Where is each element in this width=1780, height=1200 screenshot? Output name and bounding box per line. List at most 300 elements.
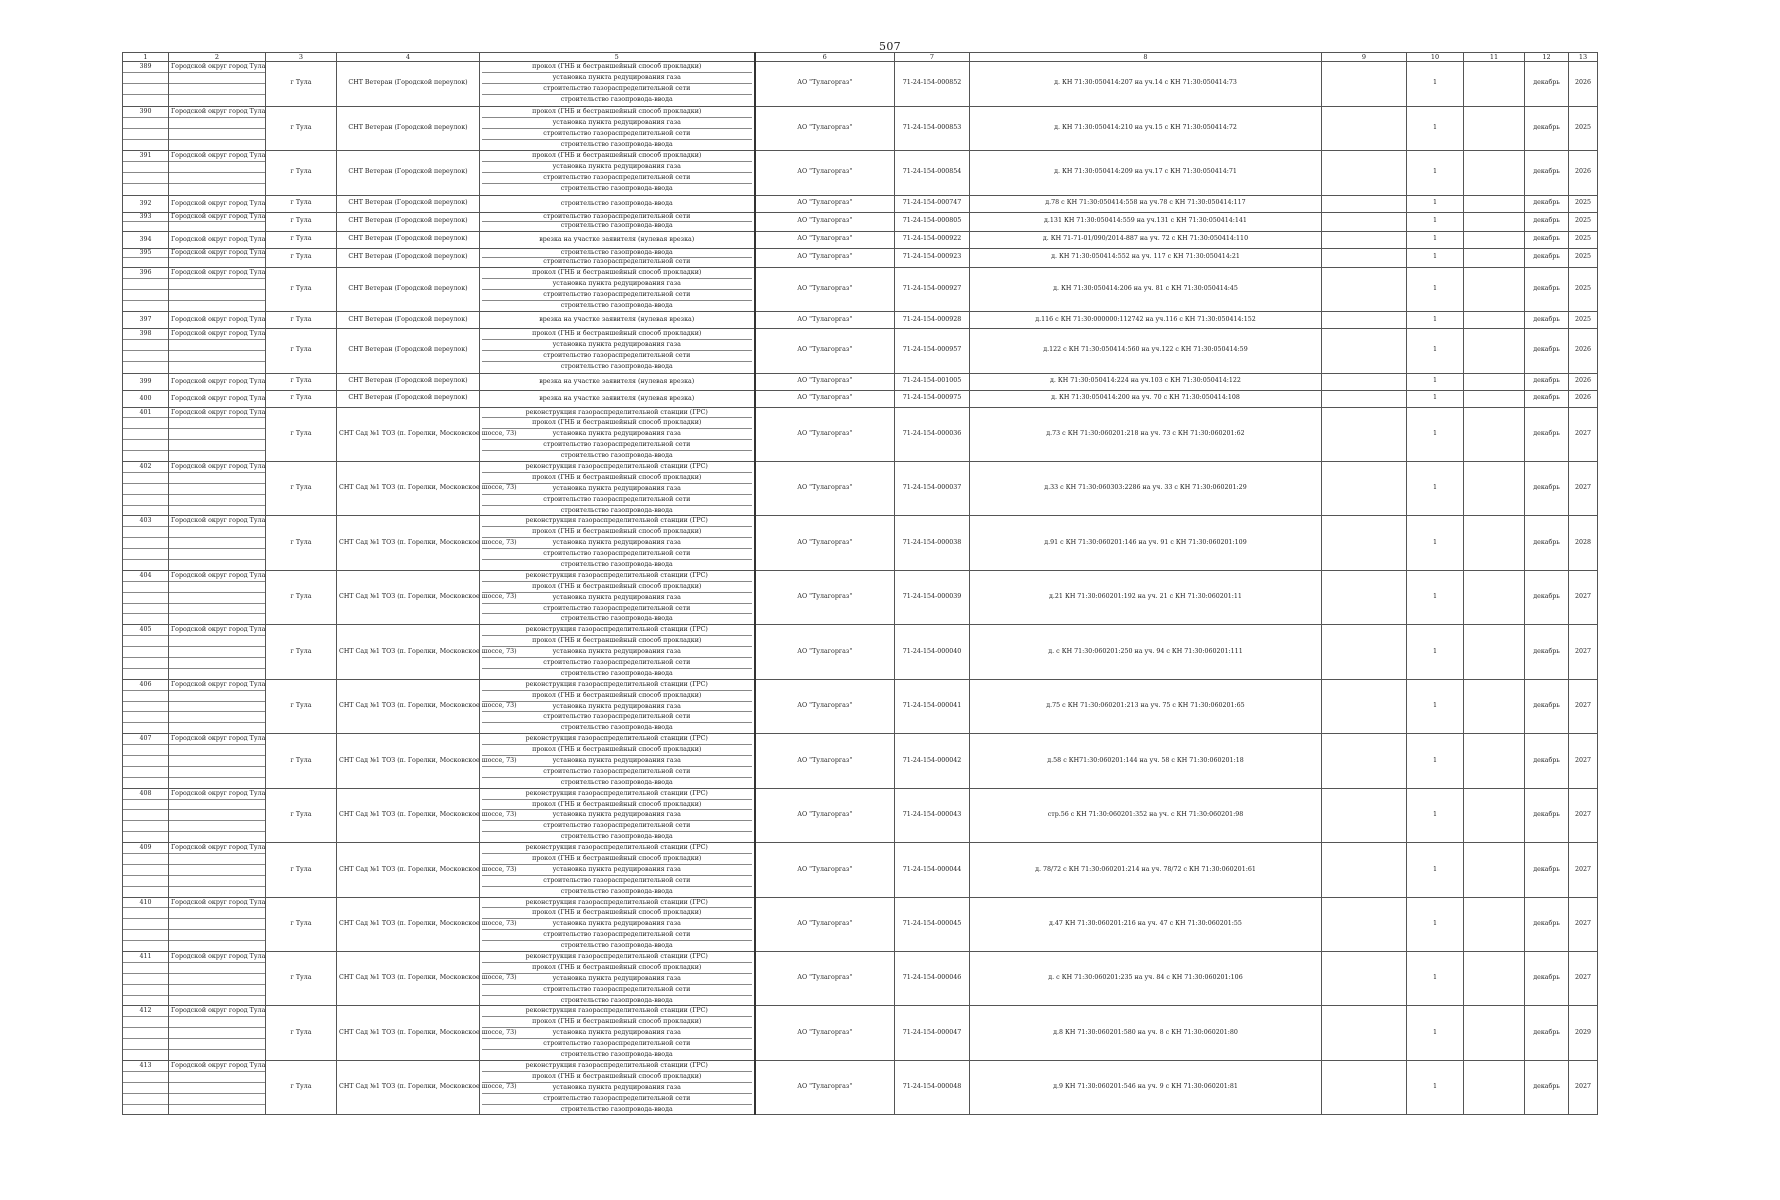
address-cell: д. КН 71:30:050414:210 на уч.15 с КН 71:30:050414:72 [970,106,1322,151]
works-cell [480,62,755,107]
work-item: реконструкция газораспределительной станции (ГРС) [525,462,708,470]
row-number-subline [123,831,168,842]
object-cell: СНТ Сад №1 ТОЗ (п. Горелки, Московское шоссе, 73) [337,734,480,788]
empty-cell [1322,248,1407,267]
district-subline [169,929,265,940]
empty-cell [1464,151,1525,196]
year-cell: 2026 [1569,329,1598,374]
empty-cell [1322,151,1407,196]
month-cell: декабрь [1525,1060,1569,1114]
work-item: строительство газораспределительной сети [482,1093,752,1104]
address-cell: д.122 с КН 71:30:050414:560 на уч.122 с КН 71:30:050414:59 [970,329,1322,374]
district-subline [169,766,265,777]
empty-cell [1322,106,1407,151]
address-cell: д. с КН 71:30:060201:235 на уч. 84 с КН 71:30:060201:106 [970,952,1322,1006]
row-number-subline [123,537,168,548]
month-cell: декабрь [1525,390,1569,407]
year-cell: 2027 [1569,407,1598,461]
object-cell: СНТ Сад №1 ТОЗ (п. Горелки, Московское шоссе, 73) [337,516,480,570]
work-item: прокол (ГНБ и бестраншейный способ прокладки) [532,107,702,115]
work-item: строительство газопровода-ввода [482,559,752,570]
column-header-4: 4 [337,53,480,62]
object-cell: СНТ Сад №1 ТОЗ (п. Горелки, Московское шоссе, 73) [337,461,480,515]
table-row [123,734,1598,788]
district-text: Городской округ город Тула [171,235,266,243]
row-number-cell [123,625,169,679]
code-cell: 71-24-154-000042 [895,734,970,788]
code-cell: 71-24-154-000747 [895,195,970,212]
table-row [123,679,1598,733]
district-text: Городской округ город Тула [171,63,266,70]
district-subline [169,172,265,183]
district-text: Городской округ город Тула [171,735,266,743]
district-text: Городской округ город Тула [171,1061,266,1069]
row-number-subline [123,668,168,679]
work-item: строительство газораспределительной сети [482,83,752,94]
work-item: прокол (ГНБ и бестраншейный способ прокладки) [482,799,752,810]
column-header-10: 10 [1407,53,1464,62]
work-item: установка пункта редуцирования газа [482,918,752,929]
row-number-subline [123,711,168,722]
code-cell: 71-24-154-000922 [895,231,970,248]
row-number: 408 [139,789,152,797]
row-number-subline [123,1016,168,1027]
empty-cell [1464,1060,1525,1114]
district-subline [169,1071,265,1082]
year-cell: 2025 [1569,106,1598,151]
organization-cell: АО "Тулагоргаз" [755,390,895,407]
district-text: Городской округ город Тула [171,408,266,416]
district-subline [169,128,265,139]
empty-cell [1322,625,1407,679]
work-item: строительство газопровода-ввода [482,505,752,516]
work-item: строительство газораспределительной сети [482,289,752,300]
empty-cell [1322,952,1407,1006]
address-cell: д.78 с КН 71:30:050414:558 на уч.78 с КН 71:30:050414:117 [970,195,1322,212]
row-number-subline [123,755,168,766]
table-row [123,788,1598,842]
code-cell: 71-24-154-000046 [895,952,970,1006]
row-number-subline [123,172,168,183]
work-item: реконструкция газораспределительной станции (ГРС) [525,898,708,906]
work-item: строительство газопровода-ввода [482,995,752,1006]
work-item: строительство газораспределительной сети [482,766,752,777]
empty-cell [1322,195,1407,212]
work-item: врезка на участке заявителя (нулевая врезка) [539,377,695,385]
table-row [123,195,1598,212]
row-number-subline [123,289,168,300]
district-text: Городской округ город Тула [171,107,266,115]
empty-cell [1464,788,1525,842]
column-header-7: 7 [895,53,970,62]
work-item: прокол (ГНБ и бестраншейный способ прокладки) [482,472,752,483]
district-subline [169,1038,265,1049]
city-cell: г Тула [266,212,337,231]
works-cell [480,897,755,951]
address-cell: д.131 КН 71:30:050414:559 на уч.131 с КН 71:30:050414:141 [970,212,1322,231]
year-cell: 2029 [1569,1006,1598,1060]
row-number: 410 [139,898,152,906]
work-item: строительство газораспределительной сети [482,128,752,139]
district-subline [169,537,265,548]
column-header-5: 5 [480,53,755,62]
table-row [123,1060,1598,1114]
row-number-subline [123,995,168,1006]
address-cell: д.9 КН 71:30:060201:546 на уч. 9 с КН 71:30:060201:81 [970,1060,1322,1114]
code-cell: 71-24-154-000853 [895,106,970,151]
month-cell: декабрь [1525,329,1569,374]
code-cell: 71-24-154-000923 [895,248,970,267]
work-item: врезка на участке заявителя (нулевая врезка) [539,394,695,402]
address-cell: д.91 с КН 71:30:060201:146 на уч. 91 с КН 71:30:060201:109 [970,516,1322,570]
row-number-subline [123,494,168,505]
organization-cell: АО "Тулагоргаз" [755,516,895,570]
organization-cell: АО "Тулагоргаз" [755,461,895,515]
organization-cell: АО "Тулагоргаз" [755,1006,895,1060]
district-subline [169,799,265,810]
work-item: врезка на участке заявителя (нулевая врезка) [539,316,695,323]
table-body [123,53,1598,1115]
district-cell [169,248,266,267]
works-cell [480,151,755,196]
empty-cell [1322,1060,1407,1114]
district-cell [169,734,266,788]
address-cell: стр.56 с КН 71:30:060201:352 на уч. с КН 71:30:060201:98 [970,788,1322,842]
year-cell: 2025 [1569,267,1598,312]
year-cell: 2027 [1569,897,1598,951]
empty-cell [1464,625,1525,679]
row-number-subline [123,183,168,194]
table-row [123,516,1598,570]
column-header-6: 6 [755,53,895,62]
district-subline [169,995,265,1006]
work-item: строительство газораспределительной сети [482,929,752,940]
district-subline [169,722,265,733]
work-item: реконструкция газораспределительной станции (ГРС) [525,1061,708,1069]
row-number-subline [123,907,168,918]
row-number: 400 [139,394,152,402]
empty-cell [1464,897,1525,951]
district-subline [169,494,265,505]
table-row [123,373,1598,390]
table-row [123,625,1598,679]
row-number-subline [123,635,168,646]
table-row [123,329,1598,374]
empty-cell [1464,212,1525,231]
work-item: прокол (ГНБ и бестраншейный способ прокладки) [482,1016,752,1027]
work-item: строительство газораспределительной сети [482,548,752,559]
organization-cell: АО "Тулагоргаз" [755,407,895,461]
row-number-subline [123,744,168,755]
table-row [123,231,1598,248]
empty-cell [1464,734,1525,788]
quantity-cell: 1 [1407,679,1464,733]
work-item: установка пункта редуцирования газа [482,428,752,439]
address-cell: д.73 с КН 71:30:060201:218 на уч. 73 с КН 71:30:060201:62 [970,407,1322,461]
row-number-subline [123,820,168,831]
district-text: Городской округ город Тула [171,394,266,402]
table-row [123,843,1598,897]
organization-cell: АО "Тулагоргаз" [755,312,895,329]
district-subline [169,613,265,624]
row-number: 412 [139,1007,152,1015]
row-number-subline [123,766,168,777]
month-cell: декабрь [1525,212,1569,231]
row-number-cell [123,407,169,461]
row-number-subline [123,646,168,657]
organization-cell: АО "Тулагоргаз" [755,952,895,1006]
works-cell [480,106,755,151]
object-cell: СНТ Сад №1 ТОЗ (п. Горелки, Московское шоссе, 73) [337,897,480,951]
organization-cell: АО "Тулагоргаз" [755,679,895,733]
row-number: 409 [139,844,152,852]
year-cell: 2027 [1569,843,1598,897]
district-subline [169,428,265,439]
work-item: строительство газопровода-ввода [560,248,673,256]
row-number: 390 [139,107,152,115]
district-cell [169,570,266,624]
city-cell: г Тула [266,734,337,788]
quantity-cell: 1 [1407,373,1464,390]
organization-cell: АО "Тулагоргаз" [755,734,895,788]
district-subline [169,711,265,722]
organization-cell: АО "Тулагоргаз" [755,625,895,679]
row-number-cell [123,734,169,788]
month-cell: декабрь [1525,897,1569,951]
city-cell: г Тула [266,329,337,374]
row-number: 411 [139,953,152,961]
row-number-cell [123,570,169,624]
quantity-cell: 1 [1407,843,1464,897]
month-cell: декабрь [1525,62,1569,107]
work-item: прокол (ГНБ и бестраншейный способ прокладки) [482,907,752,918]
quantity-cell: 1 [1407,195,1464,212]
work-item: реконструкция газораспределительной станции (ГРС) [525,844,708,852]
organization-cell: АО "Тулагоргаз" [755,267,895,312]
row-number: 404 [139,571,152,579]
row-number-subline [123,1071,168,1082]
month-cell: декабрь [1525,625,1569,679]
column-header-3: 3 [266,53,337,62]
object-cell: СНТ Сад №1 ТОЗ (п. Горелки, Московское шоссе, 73) [337,407,480,461]
object-cell: СНТ Сад №1 ТОЗ (п. Горелки, Московское шоссе, 73) [337,952,480,1006]
empty-cell [1322,390,1407,407]
district-subline [169,139,265,150]
object-cell: СНТ Ветеран (Городской переулок) [337,267,480,312]
works-cell [480,1060,755,1114]
works-cell [480,952,755,1006]
empty-cell [1464,679,1525,733]
district-subline [169,94,265,105]
district-text: Городской округ город Тула [171,152,266,159]
work-item: строительство газопровода-ввода [482,183,752,194]
district-subline [169,831,265,842]
row-number-subline [123,526,168,537]
object-cell: СНТ Ветеран (Городской переулок) [337,329,480,374]
district-subline [169,973,265,984]
month-cell: декабрь [1525,231,1569,248]
work-item: реконструкция газораспределительной станции (ГРС) [525,626,708,634]
district-subline [169,820,265,831]
month-cell: декабрь [1525,679,1569,733]
quantity-cell: 1 [1407,407,1464,461]
work-item: врезка на участке заявителя (нулевая врезка) [539,235,695,243]
district-subline [169,439,265,450]
year-cell: 2026 [1569,151,1598,196]
row-number-subline [123,1049,168,1060]
work-item: прокол (ГНБ и бестраншейный способ прокладки) [482,581,752,592]
work-item: реконструкция газораспределительной станции (ГРС) [525,735,708,743]
empty-cell [1322,231,1407,248]
empty-cell [1464,373,1525,390]
code-cell: 71-24-154-001005 [895,373,970,390]
object-cell: СНТ Сад №1 ТОЗ (п. Горелки, Московское шоссе, 73) [337,1060,480,1114]
district-subline [169,657,265,668]
district-text: Городской округ город Тула [171,571,266,579]
work-item: строительство газораспределительной сети [482,439,752,450]
district-text: Городской округ город Тула [171,517,266,525]
city-cell: г Тула [266,407,337,461]
row-number-subline [123,1038,168,1049]
city-cell: г Тула [266,62,337,107]
row-number-subline [123,722,168,733]
district-cell [169,267,266,312]
district-subline [169,257,265,267]
district-cell [169,516,266,570]
organization-cell: АО "Тулагоргаз" [755,195,895,212]
work-item: строительство газораспределительной сети [482,257,752,267]
works-cell [480,1006,755,1060]
city-cell: г Тула [266,373,337,390]
address-cell: д.8 КН 71:30:060201:580 на уч. 8 с КН 71:30:060201:80 [970,1006,1322,1060]
work-item: прокол (ГНБ и бестраншейный способ прокладки) [482,744,752,755]
district-subline [169,117,265,128]
address-cell: д. КН 71-71-01/090/2014-887 на уч. 72 с КН 71:30:050414:110 [970,231,1322,248]
address-cell: д. 78/72 с КН 71:30:060201:214 на уч. 78/72 с КН 71:30:060201:61 [970,843,1322,897]
row-number-subline [123,603,168,614]
year-cell: 2027 [1569,734,1598,788]
district-cell [169,390,266,407]
row-number-cell [123,248,169,267]
work-item: прокол (ГНБ и бестраншейный способ прокладки) [532,152,702,159]
object-cell: СНТ Сад №1 ТОЗ (п. Горелки, Московское шоссе, 73) [337,570,480,624]
empty-cell [1464,390,1525,407]
organization-cell: АО "Тулагоргаз" [755,570,895,624]
empty-cell [1322,843,1407,897]
year-cell: 2025 [1569,231,1598,248]
object-cell: СНТ Сад №1 ТОЗ (п. Горелки, Московское шоссе, 73) [337,679,480,733]
district-text: Городской округ город Тула [171,316,266,323]
work-item: строительство газораспределительной сети [482,984,752,995]
district-text: Городской округ город Тула [171,377,266,385]
code-cell: 71-24-154-000039 [895,570,970,624]
table-row [123,952,1598,1006]
empty-cell [1322,312,1407,329]
code-cell: 71-24-154-000044 [895,843,970,897]
district-cell [169,1060,266,1114]
work-item: строительство газопровода-ввода [482,940,752,951]
empty-cell [1464,570,1525,624]
quantity-cell: 1 [1407,151,1464,196]
year-cell: 2028 [1569,516,1598,570]
work-item: реконструкция газораспределительной станции (ГРС) [525,1007,708,1015]
row-number-cell [123,212,169,231]
row-number-cell [123,106,169,151]
row-number-cell [123,151,169,196]
city-cell: г Тула [266,195,337,212]
row-number-subline [123,128,168,139]
object-cell: СНТ Ветеран (Городской переулок) [337,390,480,407]
row-number: 395 [139,248,152,256]
district-text: Городской округ город Тула [171,953,266,961]
district-subline [169,1027,265,1038]
header-row [123,53,1598,62]
row-number-subline [123,657,168,668]
quantity-cell: 1 [1407,106,1464,151]
year-cell: 2027 [1569,679,1598,733]
row-number-subline [123,472,168,483]
object-cell: СНТ Ветеран (Городской переулок) [337,151,480,196]
organization-cell: АО "Тулагоргаз" [755,843,895,897]
district-subline [169,875,265,886]
organization-cell: АО "Тулагоргаз" [755,106,895,151]
organization-cell: АО "Тулагоргаз" [755,62,895,107]
empty-cell [1464,231,1525,248]
empty-cell [1322,679,1407,733]
empty-cell [1464,329,1525,374]
row-number-subline [123,94,168,105]
district-subline [169,592,265,603]
row-number: 398 [139,330,152,337]
address-cell: д.33 с КН 71:30:060303:2286 на уч. 33 с КН 71:30:060201:29 [970,461,1322,515]
work-item: реконструкция газораспределительной станции (ГРС) [525,408,708,416]
work-item: строительство газопровода-ввода [482,1104,752,1115]
column-header-11: 11 [1464,53,1525,62]
district-text: Городской округ город Тула [171,212,266,220]
row-number-subline [123,592,168,603]
district-subline [169,505,265,516]
object-cell: СНТ Ветеран (Городской переулок) [337,195,480,212]
work-item: установка пункта редуцирования газа [482,1027,752,1038]
row-number-subline [123,300,168,311]
district-subline [169,339,265,350]
city-cell: г Тула [266,390,337,407]
column-header-2: 2 [169,53,266,62]
district-subline [169,635,265,646]
work-item: установка пункта редуцирования газа [482,117,752,128]
work-item: реконструкция газораспределительной станции (ГРС) [525,680,708,688]
row-number: 403 [139,517,152,525]
empty-cell [1322,1006,1407,1060]
work-item: установка пункта редуцирования газа [482,161,752,172]
work-item: строительство газопровода-ввода [482,886,752,897]
district-subline [169,417,265,428]
row-number-subline [123,117,168,128]
empty-cell [1464,106,1525,151]
month-cell: декабрь [1525,788,1569,842]
object-cell: СНТ Ветеран (Городской переулок) [337,212,480,231]
district-cell [169,373,266,390]
work-item: установка пункта редуцирования газа [482,864,752,875]
district-subline [169,221,265,231]
year-cell: 2027 [1569,1060,1598,1114]
quantity-cell: 1 [1407,952,1464,1006]
work-item: строительство газораспределительной сети [543,212,691,220]
district-subline [169,526,265,537]
row-number-subline [123,278,168,289]
address-cell: д. КН 71:30:050414:207 на уч.14 с КН 71:30:050414:73 [970,62,1322,107]
work-item: строительство газопровода-ввода [482,777,752,788]
